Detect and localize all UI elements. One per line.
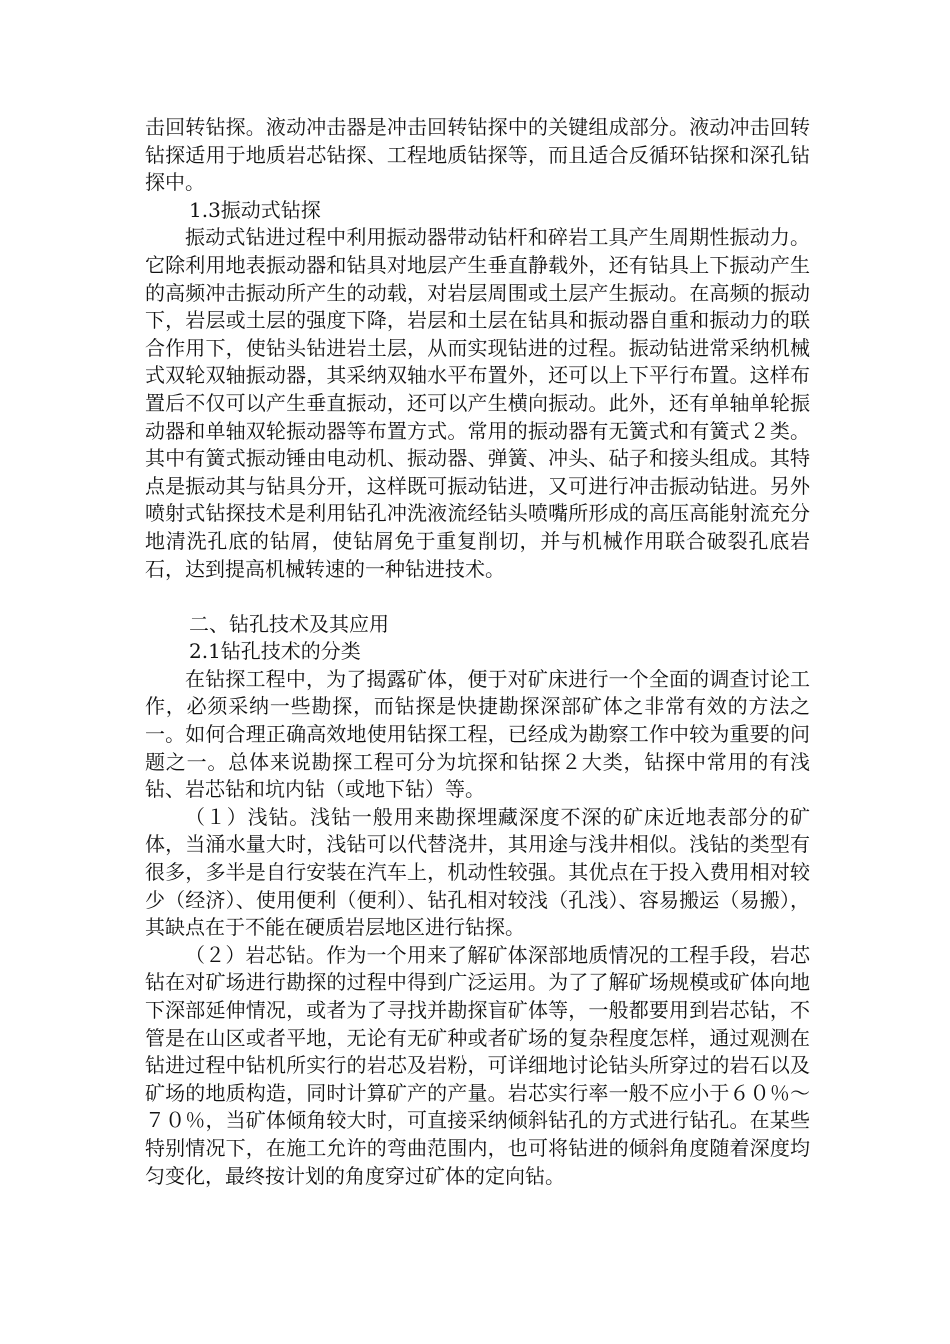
blank-line (145, 583, 810, 611)
paragraph-continuation: 击回转钻探。液动冲击器是冲击回转钻探中的关键组成部分。液动冲击回转钻探适用于地质岩芯钻探、工程地质钻探等，而且适合反循环钻探和深孔钻探中。 (145, 115, 810, 195)
document-page (145, 114, 810, 1190)
section-heading-2-1: 2.1钻孔技术的分类 (189, 639, 361, 664)
section-heading-1-3: 1.3振动式钻探 (189, 197, 321, 222)
paragraph-vibration-drilling: 振动式钻进过程中利用振动器带动钻杆和碎岩工具产生周期性振动力。它除利用地表振动器和钻具对地层产生垂直静载外，还有钻具上下振动产生的高频冲击振动所产生的动载，对岩层周围或土层产生振动。在高频的振动下，岩层或土层的强度下降，岩层和土层在钻具和振动器自重和振动力的联合作用下，使钻头钻进岩土层，从而实现钻进的过程。振动钻进常采纳机械式双轮双轴振动器，其采纳双轴水平布置外，还可以上下平行布置。这样布置后不仅可以产生垂直振动，还可以产生横向振动。此外，还有单轴单轮振动器和单轴双轮振动器等布置方式。常用的振动器有无簧式和有簧式２类。其中有簧式振动锤由电动机、振动器、弹簧、冲头、砧子和接头组成。其特点是振动其与钻具分开，这样既可振动钻进，又可进行冲击振动钻进。另外喷射式钻探技术是利用钻孔冲洗液流经钻头喷嘴所形成的高压高能射流充分地清洗孔底的钻屑，使钻屑免于重复削切，并与机械作用联合破裂孔底岩石，达到提高机械转速的一种钻进技术。 (145, 225, 810, 581)
section-heading-2: 二、钻孔技术及其应用 (189, 611, 389, 636)
paragraph-shallow-drill: （１）浅钻。浅钻一般用来勘探埋藏深度不深的矿床近地表部分的矿体，当涌水量大时，浅钻可以代替浇井，其用途与浅井相似。浅钻的类型有很多，多半是自行安装在汽车上，机动性较强。其优点在于投入费用相对较少（经济）、使用便利（便利）、钻孔相对较浅（孔浅）、容易搬运（易搬），其缺点在于不能在硬质岩层地区进行钻探。 (145, 804, 810, 940)
paragraph-core-drill: （２）岩芯钻。作为一个用来了解矿体深部地质情况的工程手段，岩芯钻在对矿场进行勘探的过程中得到广泛运用。为了了解矿场规模或矿体向地下深部延伸情况，或者为了寻找并勘探盲矿体等，一般都要用到岩芯钻，不管是在山区或者平地，无论有无矿种或者矿场的复杂程度怎样，通过观测在钻进过程中钻机所实行的岩芯及岩粉，可详细地讨论钻头所穿过的岩石以及矿场的地质构造，同时计算矿产的产量。岩芯实行率一般不应小于６０％～７０％，当矿体倾角较大时，可直接采纳倾斜钻孔的方式进行钻孔。在某些特别情况下，在施工允许的弯曲范围内，也可将钻进的倾斜角度随着深度均匀变化，最终按计划的角度穿过矿体的定向钻。 (145, 942, 810, 1188)
paragraph-drilling-classification: 在钻探工程中，为了揭露矿体，便于对矿床进行一个全面的调查讨论工作，必须采纳一些勘探，而钻探是快捷勘探深部矿体之非常有效的方法之一。如何合理正确高效地使用钻探工程，已经成为勘察工作中较为重要的问题之一。总体来说勘探工程可分为坑探和钻探２大类，钻探中常用的有浅钻、岩芯钻和坑内钻（或地下钻）等。 (145, 666, 810, 802)
